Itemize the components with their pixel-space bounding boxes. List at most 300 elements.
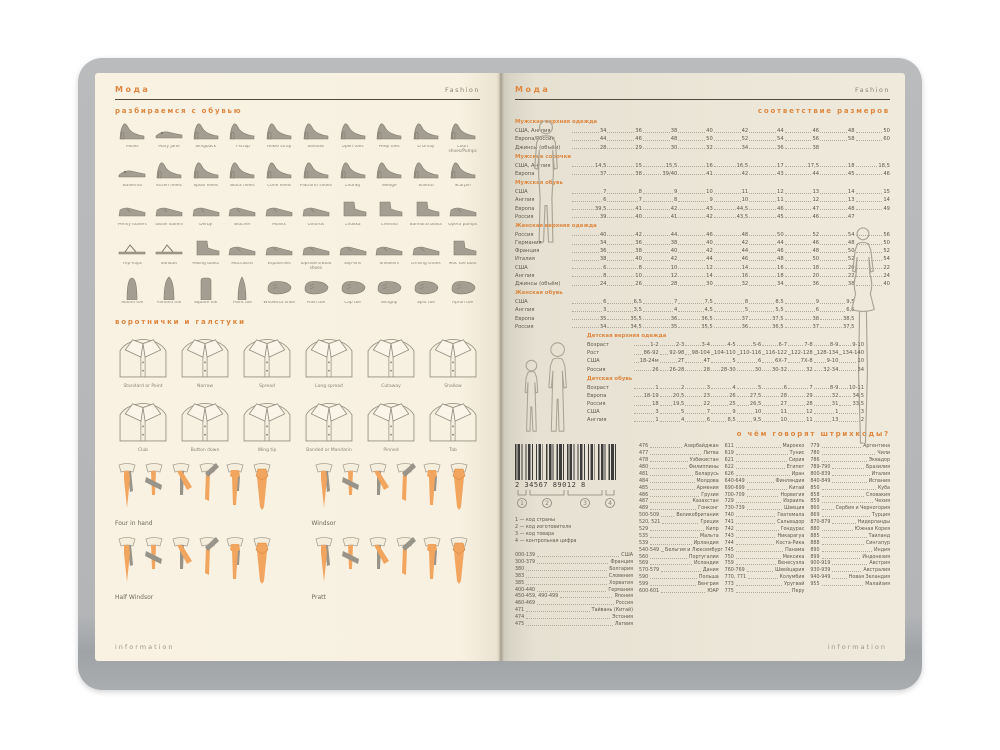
shoe-item bbox=[372, 236, 407, 272]
barcode-row bbox=[639, 532, 719, 539]
collar-item bbox=[115, 330, 171, 389]
barcode-country: Япония bbox=[614, 594, 633, 600]
barcode-country: Казахстан bbox=[692, 499, 719, 505]
size-value: 38 bbox=[812, 144, 820, 151]
size-value: 41 bbox=[670, 213, 678, 220]
page-title: Мода bbox=[515, 85, 551, 94]
barcode-legend-line: 2 — код изготовителя bbox=[515, 525, 572, 531]
size-value: 9-10 bbox=[826, 358, 839, 365]
size-cell bbox=[748, 214, 783, 220]
shoe-item bbox=[152, 158, 187, 194]
size-cell bbox=[784, 171, 819, 177]
size-cell bbox=[761, 401, 787, 407]
size-cell bbox=[813, 350, 839, 356]
barcode-row bbox=[639, 470, 719, 477]
size-cell bbox=[784, 163, 819, 169]
size-cell bbox=[633, 393, 659, 399]
barcode-code: 775 bbox=[724, 589, 734, 595]
size-value: 15 bbox=[635, 162, 642, 169]
pump-icon bbox=[448, 158, 478, 183]
size-cell bbox=[606, 189, 641, 195]
barcode-code: 729 bbox=[724, 499, 734, 505]
barcode-country: Новая Зеландия bbox=[848, 575, 891, 581]
size-row-label: Россия bbox=[515, 323, 534, 330]
size-cell bbox=[784, 324, 819, 330]
size-cell bbox=[710, 367, 736, 373]
size-value: 42 bbox=[706, 213, 713, 220]
size-value: 31 bbox=[831, 401, 839, 408]
size-row-label: Англия bbox=[587, 417, 607, 424]
tie-step-1-icon bbox=[312, 461, 336, 517]
size-value: 38 bbox=[670, 128, 678, 135]
size-cell bbox=[748, 316, 783, 322]
size-value: 4 bbox=[681, 417, 685, 424]
tie-knot-chart bbox=[115, 461, 480, 601]
size-value: 18 bbox=[777, 272, 784, 279]
barcode-row bbox=[810, 525, 890, 532]
size-cell bbox=[642, 136, 677, 142]
size-value: 43,5 bbox=[736, 213, 749, 220]
barcode-code: 760-769 bbox=[724, 568, 745, 574]
shoe-item bbox=[188, 275, 223, 311]
size-section-title: Мужская верхняя одежда bbox=[515, 119, 598, 125]
size-row-label: Англия bbox=[515, 197, 535, 204]
shoetop-icon bbox=[374, 275, 404, 300]
size-cell bbox=[713, 145, 748, 151]
barcode-code: 860 bbox=[810, 506, 820, 512]
size-cell bbox=[838, 409, 864, 415]
size-cell bbox=[761, 350, 787, 356]
shoe-label: Round toe bbox=[121, 301, 144, 305]
size-value: 7 bbox=[638, 197, 642, 204]
barcode-code: 590 bbox=[639, 575, 649, 581]
size-cell bbox=[606, 214, 641, 220]
barcode-code: 770, 771 bbox=[724, 575, 747, 581]
size-value: 2-3 bbox=[675, 341, 685, 348]
size-cell bbox=[713, 163, 748, 169]
size-value: 56 bbox=[883, 231, 890, 238]
size-cell bbox=[571, 232, 606, 238]
shoe-item bbox=[115, 236, 150, 272]
shoe-label: Wingtip bbox=[381, 301, 398, 305]
size-cell bbox=[748, 128, 783, 134]
barcode-code: 742 bbox=[724, 527, 734, 533]
size-cell bbox=[784, 273, 819, 279]
size-row bbox=[515, 169, 890, 177]
size-value: 52 bbox=[847, 256, 855, 263]
barcode-row bbox=[515, 606, 633, 613]
tie-step-2-icon bbox=[339, 535, 363, 591]
barcode-row bbox=[639, 573, 719, 580]
size-cell bbox=[748, 206, 783, 212]
barcode-country: Индия bbox=[873, 547, 891, 553]
size-cell bbox=[713, 265, 748, 271]
size-cell bbox=[571, 307, 606, 313]
shoe-item bbox=[335, 275, 370, 311]
size-cell bbox=[713, 214, 748, 220]
shoe-item bbox=[409, 197, 444, 233]
size-row bbox=[587, 356, 864, 364]
barcode-code: 930-939 bbox=[810, 568, 831, 574]
size-row bbox=[515, 212, 890, 220]
size-value: 5 bbox=[744, 307, 749, 314]
barcode-country: Иран bbox=[791, 471, 805, 477]
shoe-item bbox=[152, 197, 187, 233]
size-value: 5 bbox=[681, 409, 685, 416]
shoe-label: Peep toes bbox=[378, 145, 400, 149]
size-value: 4 bbox=[674, 307, 678, 314]
size-tables bbox=[515, 119, 890, 220]
size-value: 20,5 bbox=[672, 392, 685, 399]
size-cell bbox=[659, 350, 685, 356]
barcode-country: Дания bbox=[702, 568, 719, 574]
barcode-country: Польша bbox=[698, 575, 719, 581]
barcode-row bbox=[810, 484, 890, 491]
shoe-item bbox=[409, 158, 444, 194]
size-value: 44 bbox=[812, 170, 820, 177]
size-cell bbox=[819, 265, 854, 271]
size-cell bbox=[736, 358, 762, 364]
size-value: 37,5 bbox=[772, 315, 784, 322]
size-cell bbox=[784, 128, 819, 134]
size-cell bbox=[787, 393, 813, 399]
size-cell bbox=[819, 171, 854, 177]
barcode-country: Бельгия и Люксембург bbox=[665, 547, 723, 553]
size-row-label: Россия bbox=[587, 401, 606, 408]
size-cell bbox=[838, 393, 864, 399]
shoe-item bbox=[335, 119, 370, 155]
size-row-label: Россия bbox=[587, 366, 606, 373]
size-value: 3 bbox=[655, 409, 659, 416]
barcode-row bbox=[725, 449, 805, 456]
size-cell bbox=[784, 240, 819, 246]
size-row-label: Рост bbox=[587, 350, 600, 357]
shoe-item bbox=[262, 119, 297, 155]
pump-icon bbox=[301, 158, 331, 183]
size-cell bbox=[677, 248, 712, 254]
header-rule bbox=[515, 99, 890, 100]
size-value: 34 bbox=[599, 323, 607, 330]
size-value: 20 bbox=[847, 264, 855, 271]
size-value: 9-10 bbox=[852, 341, 865, 348]
collar-icon bbox=[425, 330, 481, 382]
pump-icon bbox=[227, 158, 257, 183]
barcode-code: 858 bbox=[810, 492, 820, 498]
barcode-country: Германия bbox=[608, 587, 633, 593]
size-value: 10 bbox=[706, 189, 713, 196]
size-value: 34,5 bbox=[630, 323, 642, 330]
size-cell bbox=[571, 324, 606, 330]
size-cell bbox=[571, 197, 606, 203]
barcode-country: Австрия bbox=[869, 561, 891, 567]
size-cell bbox=[761, 409, 787, 415]
size-value: 16 bbox=[777, 264, 784, 271]
shoe-item bbox=[152, 275, 187, 311]
size-cell bbox=[784, 136, 819, 142]
size-cell bbox=[606, 307, 641, 313]
size-value: 8 bbox=[603, 272, 607, 279]
size-row-label: Возраст bbox=[587, 341, 609, 348]
pump-icon bbox=[448, 119, 478, 144]
size-value: 18 bbox=[652, 401, 659, 408]
shoe-label: Balmoral boots bbox=[409, 223, 443, 227]
barcode-country: Коста-Рика bbox=[776, 540, 805, 546]
size-row bbox=[587, 391, 864, 399]
size-cell bbox=[813, 358, 839, 364]
size-row-label: США, Англия bbox=[515, 128, 551, 135]
shoe-label: Moc toe boot bbox=[448, 262, 477, 266]
barcode-country: Словения bbox=[608, 573, 633, 579]
size-value: 4 bbox=[732, 384, 736, 391]
size-value: 30 bbox=[706, 281, 713, 287]
size-value: 32-34 bbox=[823, 366, 839, 373]
size-row-label: Джинсы (объём) bbox=[515, 281, 561, 287]
size-cell bbox=[713, 324, 748, 330]
size-value: 48 bbox=[847, 205, 855, 212]
size-cell bbox=[713, 240, 748, 246]
barcode-code: 800-839 bbox=[810, 471, 831, 477]
barcode-code: 750 bbox=[724, 554, 734, 560]
size-cell bbox=[819, 316, 854, 322]
shoe-label: Open toes bbox=[341, 145, 364, 149]
size-value: 42 bbox=[741, 240, 749, 247]
barcode-row bbox=[725, 463, 805, 470]
size-cell bbox=[819, 281, 854, 287]
tie-step-6-icon bbox=[447, 461, 471, 517]
size-cell bbox=[710, 385, 736, 391]
barcode-row bbox=[810, 546, 890, 553]
size-value: 6-7 bbox=[778, 341, 788, 348]
size-value: 41 bbox=[635, 205, 642, 212]
size-section-title: Мужские сорочки bbox=[515, 153, 572, 160]
barcode-heading: о чём говорят штрихкоды? bbox=[736, 430, 890, 439]
size-value: 3-4 bbox=[701, 341, 711, 348]
size-cell bbox=[606, 232, 641, 238]
barcode-code: 690-699 bbox=[724, 485, 745, 491]
barcode-country: Гватемала bbox=[777, 513, 805, 519]
barcode-country: Молдова bbox=[696, 478, 719, 484]
size-cell bbox=[571, 248, 606, 254]
size-cell bbox=[819, 136, 854, 142]
size-cell bbox=[677, 197, 712, 203]
barcode-country: Норвегия bbox=[780, 492, 805, 498]
shoe-item bbox=[262, 236, 297, 272]
barcode-code: 300-379 bbox=[515, 560, 536, 566]
size-cell bbox=[748, 171, 783, 177]
barcode-row bbox=[639, 553, 719, 560]
size-cell bbox=[710, 401, 736, 407]
size-value: 50 bbox=[883, 240, 890, 247]
shoetop-icon bbox=[448, 275, 478, 300]
size-cell bbox=[633, 342, 659, 348]
size-value: 34 bbox=[857, 366, 865, 373]
pump-icon bbox=[374, 158, 404, 183]
shoe-item bbox=[152, 119, 187, 155]
barcode-country: Гонконг bbox=[698, 506, 719, 512]
size-value: 27,5 bbox=[749, 392, 762, 399]
size-row-label: США bbox=[515, 299, 528, 306]
size-cell bbox=[642, 316, 677, 322]
size-cell bbox=[784, 145, 819, 151]
barcode-row bbox=[515, 572, 633, 579]
barcode-icon bbox=[515, 444, 619, 480]
pump-icon bbox=[264, 158, 294, 183]
size-cell bbox=[633, 367, 659, 373]
tie-step-4-icon bbox=[393, 535, 417, 591]
size-cell bbox=[677, 214, 712, 220]
barcode-row bbox=[639, 546, 723, 553]
size-cell bbox=[684, 342, 710, 348]
size-value: 32 bbox=[741, 281, 749, 287]
collar-label: Shallow bbox=[444, 384, 462, 389]
size-value: 9,5 bbox=[753, 417, 762, 424]
size-row bbox=[587, 364, 864, 372]
shoe-label: D'Orsay bbox=[417, 145, 435, 149]
barcode-code: 730-739 bbox=[724, 506, 745, 512]
barcode-row bbox=[810, 442, 890, 449]
size-value: 11 bbox=[806, 417, 813, 424]
size-value: 40 bbox=[706, 128, 713, 135]
pump-icon bbox=[117, 119, 147, 144]
collar-item bbox=[425, 330, 481, 389]
size-value: 44 bbox=[706, 256, 713, 263]
size-value: 6,5 bbox=[846, 307, 855, 314]
size-row-label: Европа bbox=[515, 315, 535, 322]
tie-step-3-icon bbox=[366, 535, 390, 591]
size-value: 58 bbox=[847, 136, 855, 143]
size-cell bbox=[855, 128, 890, 134]
size-value: 8 bbox=[638, 264, 642, 271]
size-cell bbox=[571, 299, 606, 305]
size-value: 36 bbox=[741, 323, 749, 330]
barcode-row bbox=[810, 498, 890, 505]
shoetop-icon bbox=[264, 275, 294, 300]
barcode-code: 870-879 bbox=[810, 520, 831, 526]
size-value: 44 bbox=[741, 248, 749, 255]
shoe-item bbox=[445, 119, 480, 155]
barcode-row bbox=[639, 511, 719, 518]
barcode-code: 471 bbox=[515, 608, 525, 614]
size-value: 10 bbox=[754, 409, 762, 416]
size-cell bbox=[677, 189, 712, 195]
size-value: 12 bbox=[777, 189, 784, 196]
collar-item bbox=[239, 394, 295, 453]
barcode-country: Гондурас bbox=[780, 527, 805, 533]
shoe-type-chart bbox=[115, 119, 480, 311]
barcode-country: Мексика bbox=[782, 554, 805, 560]
size-cell bbox=[748, 197, 783, 203]
size-cell bbox=[855, 256, 890, 262]
size-value: 50 bbox=[706, 136, 713, 143]
size-cell bbox=[642, 273, 677, 279]
size-cell bbox=[642, 163, 677, 169]
size-value: 46 bbox=[883, 170, 890, 177]
barcode-row bbox=[725, 546, 805, 553]
barcode-code: 000-139 bbox=[515, 553, 536, 559]
barcode-code: 622 bbox=[724, 465, 734, 470]
loafer-icon bbox=[411, 236, 441, 261]
size-cell bbox=[659, 342, 685, 348]
size-cell bbox=[606, 248, 641, 254]
shoe-item bbox=[335, 158, 370, 194]
size-cell bbox=[659, 358, 685, 364]
shoe-label: Plain toe bbox=[306, 301, 326, 305]
size-row-label: США bbox=[587, 358, 600, 365]
size-cell bbox=[855, 281, 890, 287]
size-cell bbox=[642, 265, 677, 271]
collar-label: Tab bbox=[449, 448, 457, 453]
tie-step-4-icon bbox=[393, 461, 417, 517]
size-value: 29 bbox=[806, 392, 813, 399]
size-value: 4,5 bbox=[704, 307, 713, 314]
collar-icon bbox=[363, 330, 419, 382]
size-cell bbox=[713, 189, 748, 195]
barcode-row bbox=[810, 470, 890, 477]
boot-icon bbox=[338, 197, 368, 222]
barcode-country: Беларусь bbox=[695, 471, 719, 477]
shoe-label: Point toe bbox=[232, 301, 252, 305]
barcode-code: 560 bbox=[639, 554, 649, 560]
size-cell bbox=[838, 367, 864, 373]
shoe-item bbox=[372, 119, 407, 155]
svg-text:1: 1 bbox=[520, 500, 524, 508]
tie-step-6-icon bbox=[250, 461, 274, 517]
size-cell bbox=[606, 128, 641, 134]
barcode-code: 529 bbox=[639, 527, 649, 533]
shoe-item bbox=[225, 275, 260, 311]
size-cell bbox=[713, 281, 748, 287]
barcode-section bbox=[515, 442, 890, 627]
collar-icon bbox=[425, 394, 481, 446]
tie-step-3-icon bbox=[366, 461, 390, 517]
barcode-row bbox=[639, 504, 719, 511]
size-cell bbox=[684, 385, 710, 391]
tie-step-1-icon bbox=[115, 461, 139, 517]
size-cell bbox=[677, 163, 712, 169]
size-row bbox=[587, 407, 864, 415]
barcode-country: Хорватия bbox=[609, 580, 633, 586]
size-value: 35,5 bbox=[701, 323, 713, 330]
size-value: 42 bbox=[635, 231, 642, 238]
svg-text:3: 3 bbox=[583, 500, 587, 508]
barcode-country: Нидерланды bbox=[857, 520, 891, 526]
size-value: 3 bbox=[860, 409, 865, 416]
size-value: 11 bbox=[777, 197, 784, 204]
size-cell bbox=[819, 299, 854, 305]
size-cell bbox=[642, 232, 677, 238]
size-value: 22 bbox=[847, 272, 855, 279]
barcode-code: 786 bbox=[810, 458, 820, 464]
collar-label: Cutaway bbox=[381, 384, 401, 389]
barcode-row bbox=[639, 449, 719, 456]
size-row bbox=[515, 195, 890, 203]
size-value: 40 bbox=[883, 281, 890, 287]
size-value: 3,5 bbox=[633, 307, 642, 314]
size-value: 10-11 bbox=[848, 384, 865, 391]
barcode-code: 955 bbox=[810, 582, 820, 588]
size-cell bbox=[819, 189, 854, 195]
size-value: 34 bbox=[599, 128, 607, 135]
collar-item bbox=[239, 330, 295, 389]
size-cell bbox=[684, 393, 710, 399]
collar-icon bbox=[301, 394, 357, 446]
size-value: 40 bbox=[599, 231, 607, 238]
barcode-row bbox=[810, 504, 890, 511]
size-row bbox=[515, 305, 890, 313]
size-row-label: Европа bbox=[587, 392, 607, 399]
size-value: 41 bbox=[706, 170, 713, 177]
size-value: 7Х-8 bbox=[800, 358, 813, 365]
